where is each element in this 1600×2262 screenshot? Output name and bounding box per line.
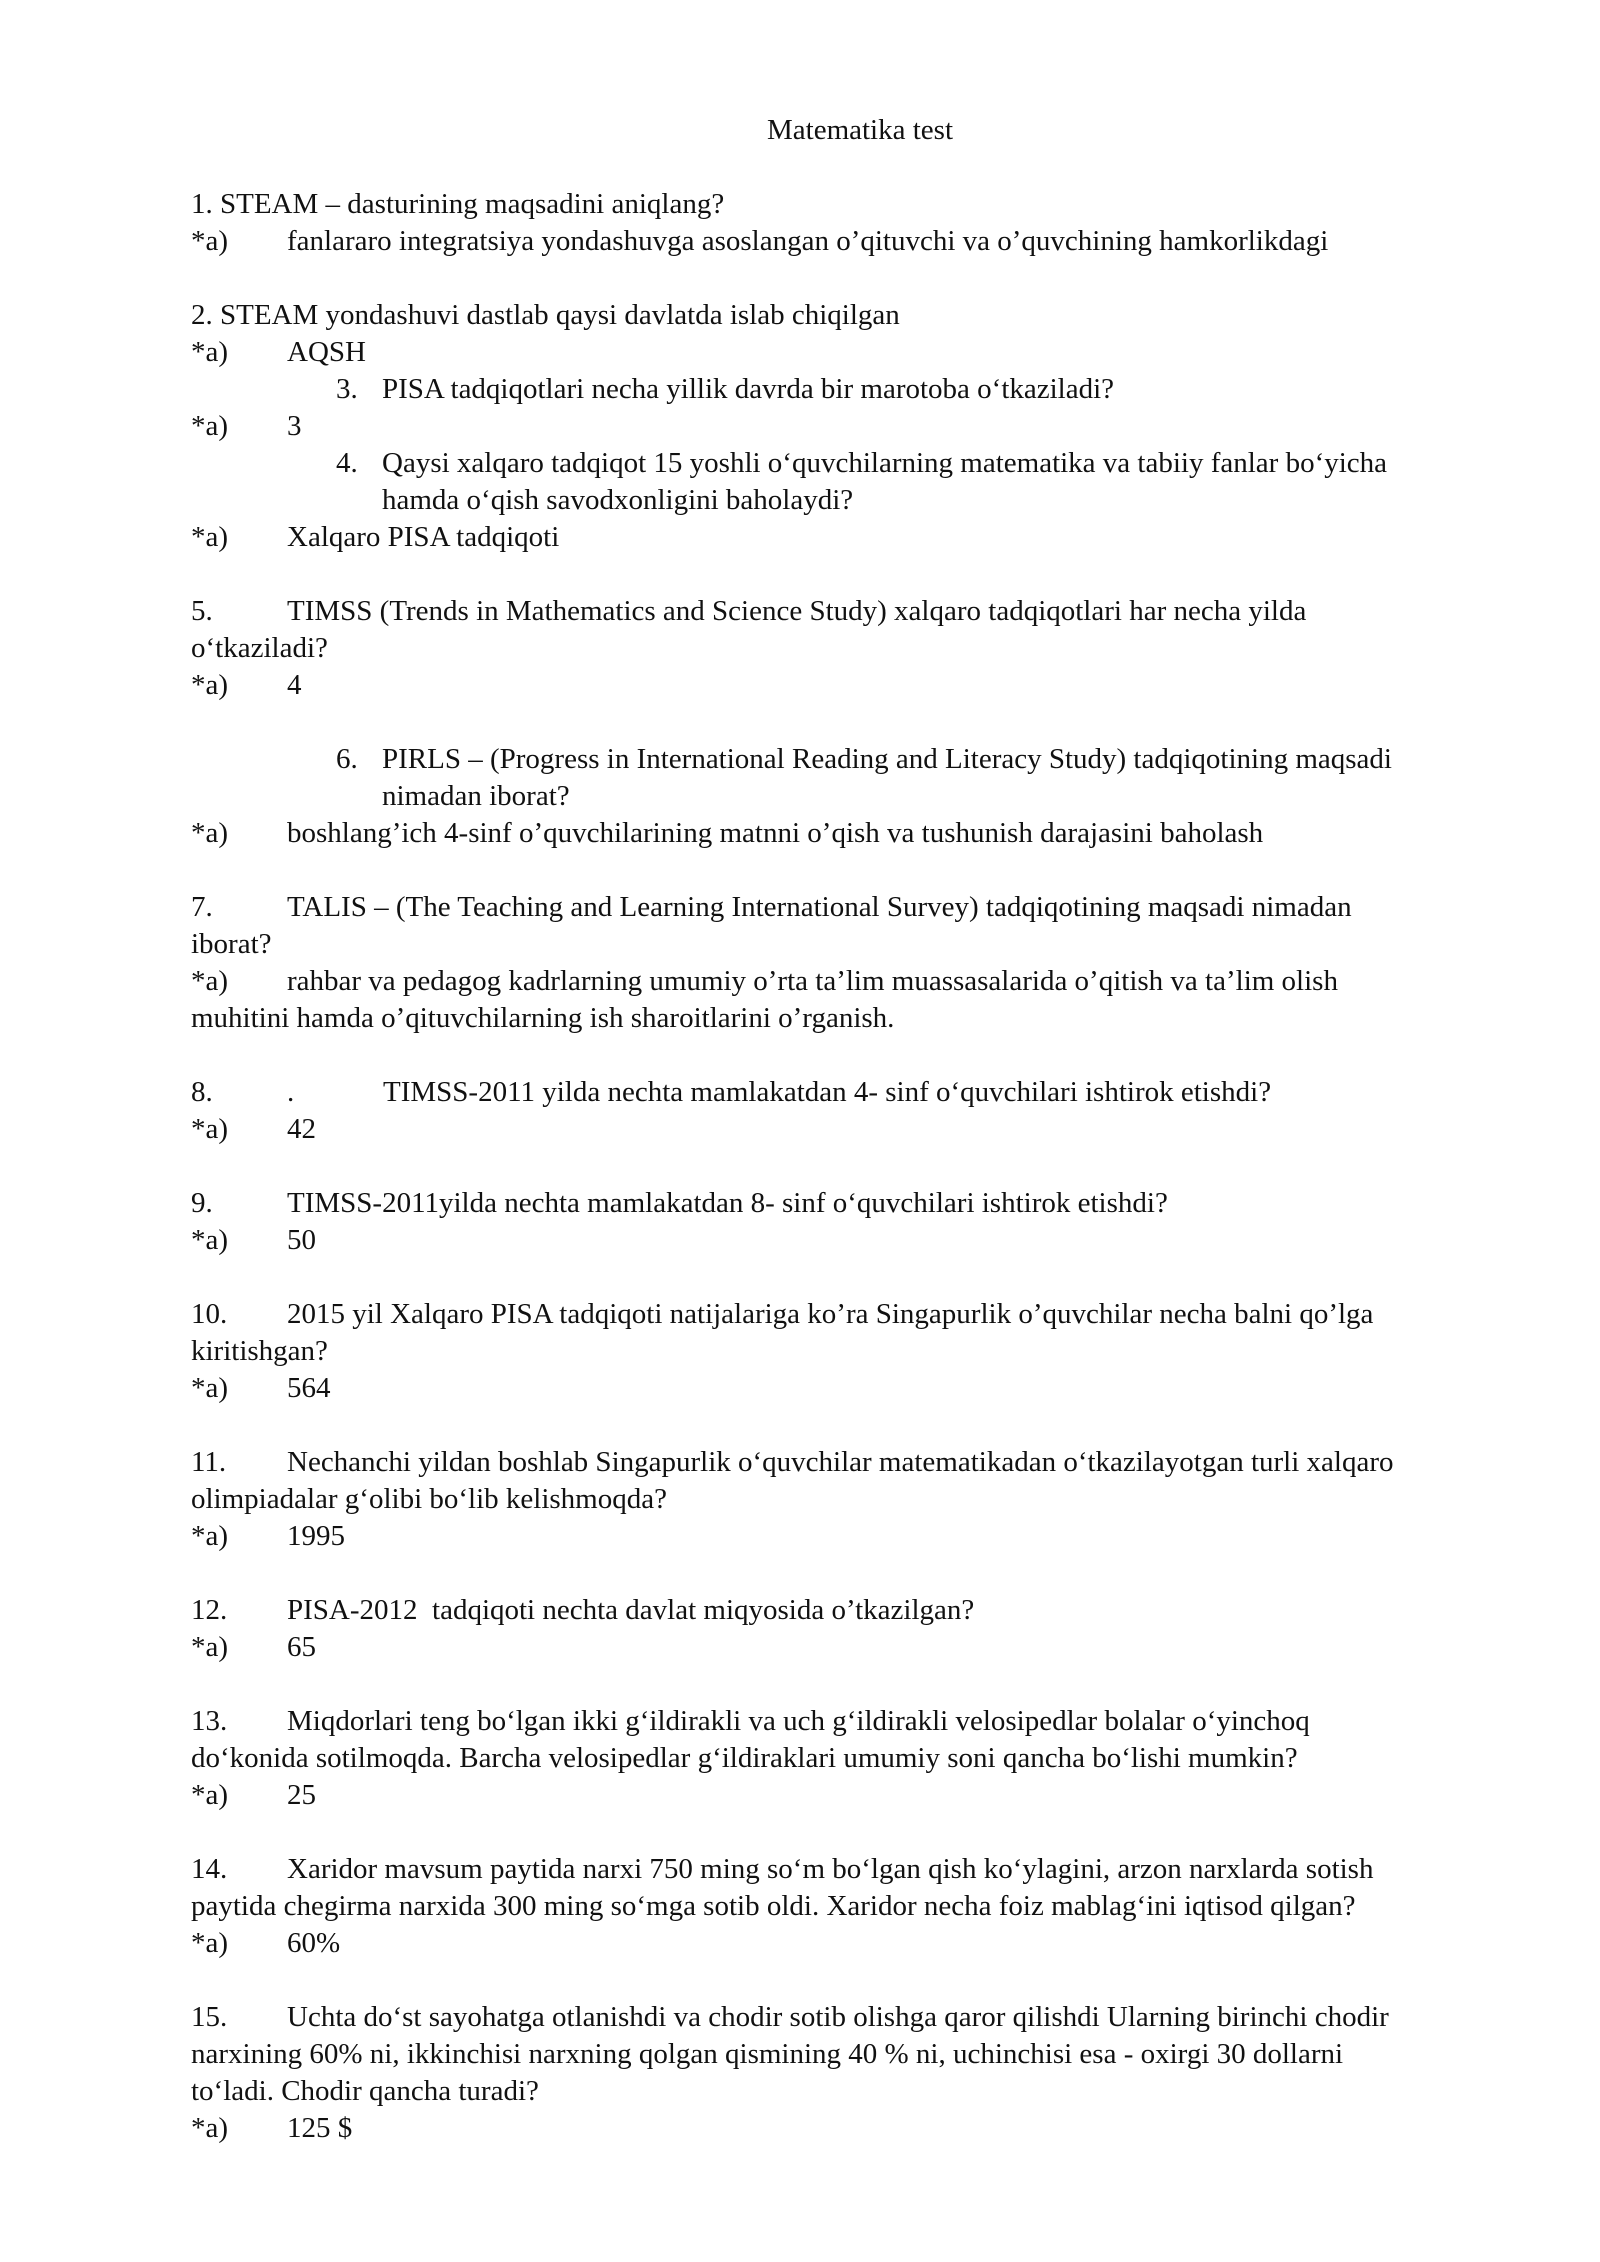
answer-text-line-2: muhitini hamda o’qituvchilarning ish sharoitlarini o’rganish. [191,1002,895,1034]
question-2 [191,297,1531,334]
question-7 [191,889,1531,1037]
question-14 [191,1851,1531,1925]
answer-text: 60% [287,1927,341,1959]
question-text-line-2: do‘konida sotilmoqda. Barcha velosipedlar g‘ildiraklari umumiy soni qancha bo‘lishi mumkin? [191,1742,1298,1774]
question-text: PISA tadqiqotlari necha yillik davrda bir marotoba o‘tkaziladi? [382,373,1115,405]
answer-13 [191,1777,316,1814]
answer-2 [191,334,366,371]
question-12 [191,1592,1531,1629]
answer-text: 1995 [287,1520,345,1552]
question-text-line-1: TALIS – (The Teaching and Learning International Survey) tadqiqotining maqsadi nimadan [287,891,1352,923]
answer-1 [191,223,1328,260]
question-number: 8. [191,1076,213,1108]
question-number: 13. [191,1705,228,1737]
question-text-line-1: Qaysi xalqaro tadqiqot 15 yoshli o‘quvchilarning matematika va tabiiy fanlar bo‘yicha [382,447,1388,479]
answer-text: AQSH [287,336,366,368]
answer-text: 65 [287,1631,316,1663]
question-text-line-2: iborat? [191,928,272,960]
question-9 [191,1185,1531,1222]
question-text-line-2: o‘tkaziladi? [191,632,328,664]
answer-text: 125 $ [287,2112,353,2144]
question-text-line-1: Nechanchi yildan boshlab Singapurlik o‘quvchilar matematikadan o‘tkazilayotgan turli xalqaro [287,1446,1394,1478]
answer-marker: *a) [191,669,229,701]
answer-text: Xalqaro PISA tadqiqoti [287,521,560,553]
answer-text: 4 [287,669,302,701]
answer-marker: *a) [191,1779,229,1811]
answer-text: 50 [287,1224,316,1256]
question-13 [191,1703,1531,1777]
question-text: TIMSS-2011 yilda nechta mamlakatdan 4- sinf o‘quvchilari ishtirok etishdi? [383,1076,1272,1108]
answer-marker: *a) [191,1372,229,1404]
answer-15 [191,2110,352,2147]
question-number: 15. [191,2001,228,2033]
answer-6 [191,815,1263,852]
answer-marker: *a) [191,225,229,257]
question-text-line-2: paytida chegirma narxida 300 ming so‘mga sotib oldi. Xaridor necha foiz mablag‘ini iqtisod qilgan? [191,1890,1356,1922]
answer-marker: *a) [191,336,229,368]
answer-text-line-1: rahbar va pedagog kadrlarning umumiy o’rta ta’lim muassasalarida o’qitish va ta’lim olish [287,965,1338,997]
answer-12 [191,1629,316,1666]
answer-marker: *a) [191,1520,229,1552]
question-11 [191,1444,1531,1518]
question-number: 11. [191,1446,227,1478]
answer-4 [191,519,559,556]
answer-marker: *a) [191,521,229,553]
question-text-line-1: 2015 yil Xalqaro PISA tadqiqoti natijalariga ko’ra Singapurlik o’quvchilar necha balni qo’lga [287,1298,1374,1330]
question-3 [336,371,1536,408]
question-number: 3. [336,373,358,405]
question-number: 7. [191,891,213,923]
answer-11 [191,1518,345,1555]
question-text-line-3: to‘ladi. Chodir qancha turadi? [191,2075,539,2107]
answer-marker: *a) [191,965,229,997]
question-4 [336,445,1536,519]
question-1 [191,186,1531,223]
answer-marker: *a) [191,1224,229,1256]
answer-marker: *a) [191,2112,229,2144]
question-number: 14. [191,1853,228,1885]
answer-text: 25 [287,1779,316,1811]
question-text-line-2: hamda o‘qish savodxonligini baholaydi? [382,484,854,516]
question-6 [336,741,1536,815]
answer-14 [191,1925,340,1962]
page-title: Matematika test [766,114,954,146]
answer-3 [191,408,302,445]
answer-marker: *a) [191,1113,229,1145]
answer-text: fanlararo integratsiya yondashuvga asoslangan o’qituvchi va o’quvchining hamkorlikdagi [287,225,1329,257]
question-text-line-2: olimpiadalar g‘olibi bo‘lib kelishmoqda? [191,1483,667,1515]
answer-text: 564 [287,1372,331,1404]
answer-text: 42 [287,1113,316,1145]
question-dot: . [287,1076,295,1108]
question-number: 12. [191,1594,228,1626]
question-15 [191,1999,1531,2110]
question-10 [191,1296,1531,1370]
answer-8 [191,1111,316,1148]
question-text: TIMSS-2011yilda nechta mamlakatdan 8- sinf o‘quvchilari ishtirok etishdi? [287,1187,1168,1219]
question-text: STEAM yondashuvi dastlab qaysi davlatda islab chiqilgan [220,299,900,331]
answer-9 [191,1222,316,1259]
question-number: 10. [191,1298,228,1330]
question-text: PISA-2012 tadqiqoti nechta davlat miqyosida o’tkazilgan? [287,1594,975,1626]
answer-marker: *a) [191,817,229,849]
question-number: 2. [191,299,213,331]
question-text-line-1: Miqdorlari teng bo‘lgan ikki g‘ildirakli va uch g‘ildirakli velosipedlar bolalar o‘yinchoq [287,1705,1310,1737]
question-number: 1. [191,188,213,220]
answer-5 [191,667,302,704]
question-5 [191,593,1531,667]
question-text-line-2: narxining 60% ni, ikkinchisi narxning qolgan qismining 40 % ni, uchinchisi esa - oxirgi 30 dollarni [191,2038,1344,2070]
question-number: 6. [336,743,358,775]
answer-text: 3 [287,410,302,442]
question-number: 5. [191,595,213,627]
question-8 [191,1074,1531,1111]
answer-10 [191,1370,331,1407]
question-text-line-1: PIRLS – (Progress in International Reading and Literacy Study) tadqiqotining maqsadi [382,743,1392,775]
question-text-line-2: nimadan iborat? [382,780,570,812]
question-text-line-1: Uchta do‘st sayohatga otlanishdi va chodir sotib olishga qaror qilishdi Ularning birinchi chodir [287,2001,1389,2033]
question-text-line-1: TIMSS (Trends in Mathematics and Science Study) xalqaro tadqiqotlari har necha yilda [287,595,1307,627]
question-text-line-2: kiritishgan? [191,1335,328,1367]
question-number: 9. [191,1187,213,1219]
question-text-line-1: Xaridor mavsum paytida narxi 750 ming so‘m bo‘lgan qish ko‘ylagini, arzon narxlarda sotish [287,1853,1374,1885]
question-text: STEAM – dasturining maqsadini aniqlang? [220,188,725,220]
answer-marker: *a) [191,1631,229,1663]
answer-text: boshlang’ich 4-sinf o’quvchilarining matnni o’qish va tushunish darajasini baholash [287,817,1264,849]
answer-marker: *a) [191,1927,229,1959]
answer-marker: *a) [191,410,229,442]
question-number: 4. [336,447,358,479]
